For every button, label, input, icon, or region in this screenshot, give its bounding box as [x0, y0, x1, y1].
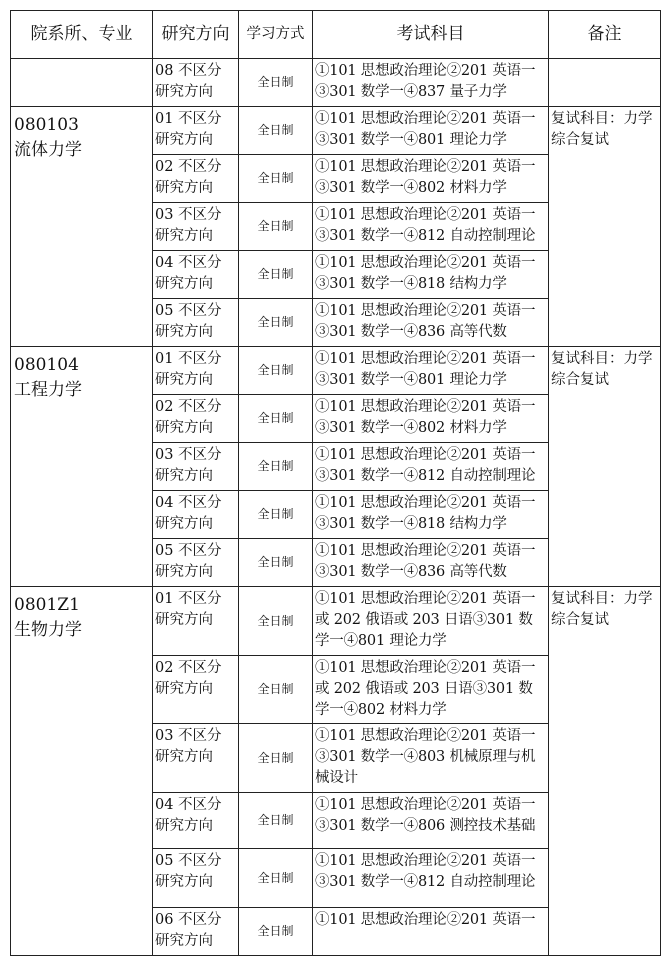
major-code: 080103: [14, 115, 79, 135]
major-name: 流体力学: [14, 140, 82, 160]
study-mode: 全日制: [239, 251, 313, 299]
study-mode: 全日制: [239, 724, 313, 793]
research-direction: 01 不区分研究方向: [153, 107, 239, 155]
research-direction: 03 不区分研究方向: [153, 724, 239, 793]
table-row: [11, 59, 661, 107]
research-direction: 04 不区分研究方向: [153, 793, 239, 849]
major-cell: [11, 107, 153, 347]
exam-subjects: ①101 思想政治理论②201 英语一③301 数学一④802 材料力学: [313, 155, 549, 203]
research-direction: 04 不区分研究方向: [153, 491, 239, 539]
major-code: 080104: [14, 355, 79, 375]
exam-subjects: ①101 思想政治理论②201 英语一③301 数学一④812 自动控制理论: [313, 849, 549, 908]
exam-subjects: ①101 思想政治理论②201 英语一③301 数学一④836 高等代数: [313, 299, 549, 347]
exam-subjects: ①101 思想政治理论②201 英语一③301 数学一④806 测控技术基础: [313, 793, 549, 849]
exam-subjects: ①101 思想政治理论②201 英语一③301 数学一④802 材料力学: [313, 395, 549, 443]
major-cell: [11, 59, 153, 107]
exam-subjects: ①101 思想政治理论②201 英语一③301 数学一④812 自动控制理论: [313, 443, 549, 491]
major-name: 生物力学: [14, 620, 82, 640]
study-mode: 全日制: [239, 793, 313, 849]
note-cell: 复试科目：力学综合复试: [549, 347, 661, 587]
major-cell: [11, 587, 153, 956]
research-direction: 01 不区分研究方向: [153, 347, 239, 395]
note-cell: [549, 59, 661, 107]
header-row: [11, 11, 661, 59]
table-row: [11, 587, 661, 656]
research-direction: 05 不区分研究方向: [153, 539, 239, 587]
exam-subjects: ①101 思想政治理论②201 英语一: [313, 908, 549, 956]
research-direction: 05 不区分研究方向: [153, 299, 239, 347]
research-direction: 08 不区分研究方向: [153, 59, 239, 107]
research-direction: 02 不区分研究方向: [153, 155, 239, 203]
study-mode: 全日制: [239, 908, 313, 956]
research-direction: 02 不区分研究方向: [153, 656, 239, 724]
note-cell: 复试科目：力学综合复试: [549, 587, 661, 956]
exam-subjects: ①101 思想政治理论②201 英语一或 202 俄语或 203 日语③301 数学一④802 材料力学: [313, 656, 549, 724]
study-mode: 全日制: [239, 347, 313, 395]
research-direction: 06 不区分研究方向: [153, 908, 239, 956]
header-exam-subjects: 考试科目: [313, 11, 549, 59]
exam-subjects: ①101 思想政治理论②201 英语一③301 数学一④812 自动控制理论: [313, 203, 549, 251]
exam-subjects: ①101 思想政治理论②201 英语一③301 数学一④803 机械原理与机械设计: [313, 724, 549, 793]
research-direction: 05 不区分研究方向: [153, 849, 239, 908]
study-mode: 全日制: [239, 299, 313, 347]
exam-subjects: ①101 思想政治理论②201 英语一③301 数学一④818 结构力学: [313, 251, 549, 299]
study-mode: 全日制: [239, 155, 313, 203]
study-mode: 全日制: [239, 587, 313, 656]
note-cell: 复试科目：力学综合复试: [549, 107, 661, 347]
study-mode: 全日制: [239, 491, 313, 539]
exam-subjects: ①101 思想政治理论②201 英语一③301 数学一④818 结构力学: [313, 491, 549, 539]
research-direction: 04 不区分研究方向: [153, 251, 239, 299]
major-name: 工程力学: [14, 380, 82, 400]
admissions-table: [10, 10, 661, 956]
study-mode: 全日制: [239, 395, 313, 443]
research-direction: 01 不区分研究方向: [153, 587, 239, 656]
study-mode: 全日制: [239, 107, 313, 155]
study-mode: 全日制: [239, 203, 313, 251]
exam-subjects: ①101 思想政治理论②201 英语一③301 数学一④836 高等代数: [313, 539, 549, 587]
table-row: [11, 107, 661, 155]
exam-subjects: ①101 思想政治理论②201 英语一③301 数学一④837 量子力学: [313, 59, 549, 107]
exam-subjects: ①101 思想政治理论②201 英语一或 202 俄语或 203 日语③301 数学一④801 理论力学: [313, 587, 549, 656]
study-mode: 全日制: [239, 443, 313, 491]
header-major: 院系所、专业: [11, 11, 153, 59]
study-mode: 全日制: [239, 59, 313, 107]
major-cell: [11, 347, 153, 587]
study-mode: 全日制: [239, 539, 313, 587]
research-direction: 03 不区分研究方向: [153, 443, 239, 491]
exam-subjects: ①101 思想政治理论②201 英语一③301 数学一④801 理论力学: [313, 107, 549, 155]
research-direction: 02 不区分研究方向: [153, 395, 239, 443]
header-study-mode: 学习方式: [239, 11, 313, 59]
research-direction: 03 不区分研究方向: [153, 203, 239, 251]
table-row: [11, 347, 661, 395]
exam-subjects: ①101 思想政治理论②201 英语一③301 数学一④801 理论力学: [313, 347, 549, 395]
header-notes: 备注: [549, 11, 661, 59]
major-code: 0801Z1: [14, 595, 80, 615]
study-mode: 全日制: [239, 849, 313, 908]
study-mode: 全日制: [239, 656, 313, 724]
header-direction: 研究方向: [153, 11, 239, 59]
